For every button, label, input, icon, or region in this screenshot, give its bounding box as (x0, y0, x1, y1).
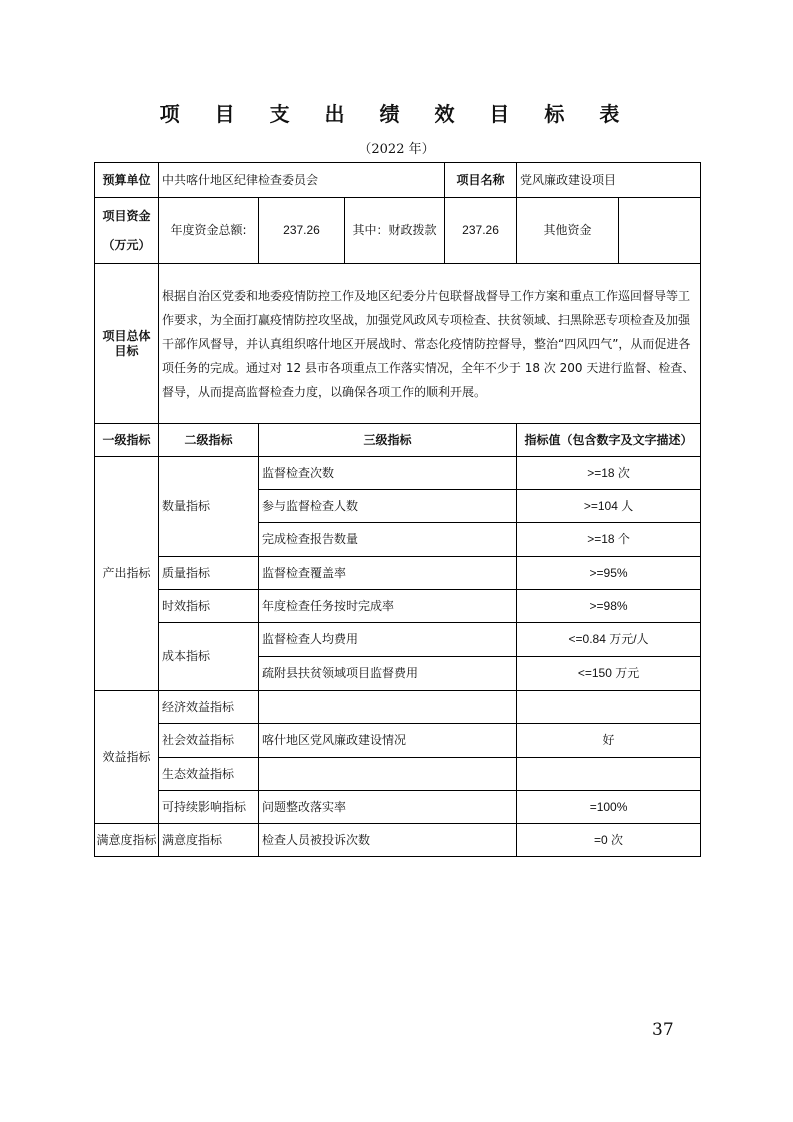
page-title: 项 目 支 出 绩 效 目 标 表 (159, 102, 634, 126)
col-header-value: 指标值（包含数字及文字描述） (517, 424, 701, 457)
indicator-value: >=104 人 (517, 490, 701, 523)
table-row (95, 590, 701, 623)
indicator-value: 好 (517, 724, 701, 758)
benefit-level2: 生态效益指标 (159, 758, 259, 791)
indicator-value (517, 691, 701, 724)
project-name-value: 党风廉政建设项目 (517, 163, 701, 198)
table-row (95, 758, 701, 791)
fiscal-label: 其中：财政拨款 (345, 198, 445, 264)
annual-total-label: 年度资金总额: (159, 198, 259, 264)
output-level1: 产出指标 (95, 457, 159, 691)
indicator-value: >=18 次 (517, 457, 701, 490)
quantity-level2: 数量指标 (159, 457, 259, 557)
cost-level2: 成本指标 (159, 623, 259, 691)
indicator-name: 参与监督检查人数 (259, 490, 517, 523)
indicator-name: 检查人员被投诉次数 (259, 824, 517, 857)
satisfaction-level2: 满意度指标 (159, 824, 259, 857)
indicator-value: =0 次 (517, 824, 701, 857)
indicator-name: 监督检查人均费用 (259, 623, 517, 657)
indicator-value: >=18 个 (517, 523, 701, 557)
other-funds-label: 其他资金 (517, 198, 619, 264)
annual-total-value: 237.26 (259, 198, 345, 264)
col-header-level3: 三级指标 (259, 424, 517, 457)
project-name-label: 项目名称 (445, 163, 517, 198)
timeliness-level2: 时效指标 (159, 590, 259, 623)
page-number: 37 (652, 1020, 674, 1040)
table-row (95, 724, 701, 758)
benefit-level1: 效益指标 (95, 691, 159, 824)
table-row (95, 623, 701, 657)
indicator-name (259, 758, 517, 791)
fiscal-value: 237.26 (445, 198, 517, 264)
table-row (95, 824, 701, 857)
budget-unit-value: 中共喀什地区纪律检查委员会 (159, 163, 445, 198)
col-header-level2: 二级指标 (159, 424, 259, 457)
benefit-level2: 社会效益指标 (159, 724, 259, 758)
performance-target-table (94, 162, 701, 857)
benefit-level2: 可持续影响指标 (159, 791, 259, 824)
indicator-value: >=98% (517, 590, 701, 623)
indicator-name: 完成检查报告数量 (259, 523, 517, 557)
table-row (95, 457, 701, 490)
budget-unit-label: 预算单位 (95, 163, 159, 198)
indicator-name: 喀什地区党风廉政建设情况 (259, 724, 517, 758)
indicator-name: 问题整改落实率 (259, 791, 517, 824)
indicator-value: <=150 万元 (517, 657, 701, 691)
indicator-name (259, 691, 517, 724)
indicator-value: =100% (517, 791, 701, 824)
indicator-name: 监督检查覆盖率 (259, 557, 517, 590)
other-funds-value (619, 198, 701, 264)
funds-label (95, 198, 159, 264)
table-row (95, 791, 701, 824)
table-row (95, 691, 701, 724)
indicator-name: 疏附县扶贫领域项目监督费用 (259, 657, 517, 691)
goal-text: 根据自治区党委和地委疫情防控工作及地区纪委分片包联督战督导工作方案和重点工作巡回督导等工作要求，为全面打赢疫情防控攻坚战，加强党风政风专项检查、扶贫领域、扫黑除恶专项检查及加强干部作风督导，并认真组织喀什地区开展战时、常态化疫情防控督导，整治“四风四气”，从而促进各项任务的完成。通过对 12 县市各项重点工作落实情况，全年不少于 18 次 200 天进行监督、检查、督导，从而提高监督检查力度，以确保各项工作的顺利开展。 (159, 264, 701, 424)
indicator-name: 监督检查次数 (259, 457, 517, 490)
indicator-value: >=95% (517, 557, 701, 590)
indicator-value (517, 758, 701, 791)
year-subtitle: （2022 年） (358, 142, 435, 157)
goal-label: 项目总体目标 (95, 264, 159, 424)
quality-level2: 质量指标 (159, 557, 259, 590)
satisfaction-level1: 满意度指标 (95, 824, 159, 857)
funds-label-line1: 项目资金 (102, 209, 151, 224)
indicator-value: <=0.84 万元/人 (517, 623, 701, 657)
funds-label-line2: （万元） (102, 237, 151, 252)
col-header-level1: 一级指标 (95, 424, 159, 457)
benefit-level2: 经济效益指标 (159, 691, 259, 724)
indicator-name: 年度检查任务按时完成率 (259, 590, 517, 623)
table-row (95, 557, 701, 590)
